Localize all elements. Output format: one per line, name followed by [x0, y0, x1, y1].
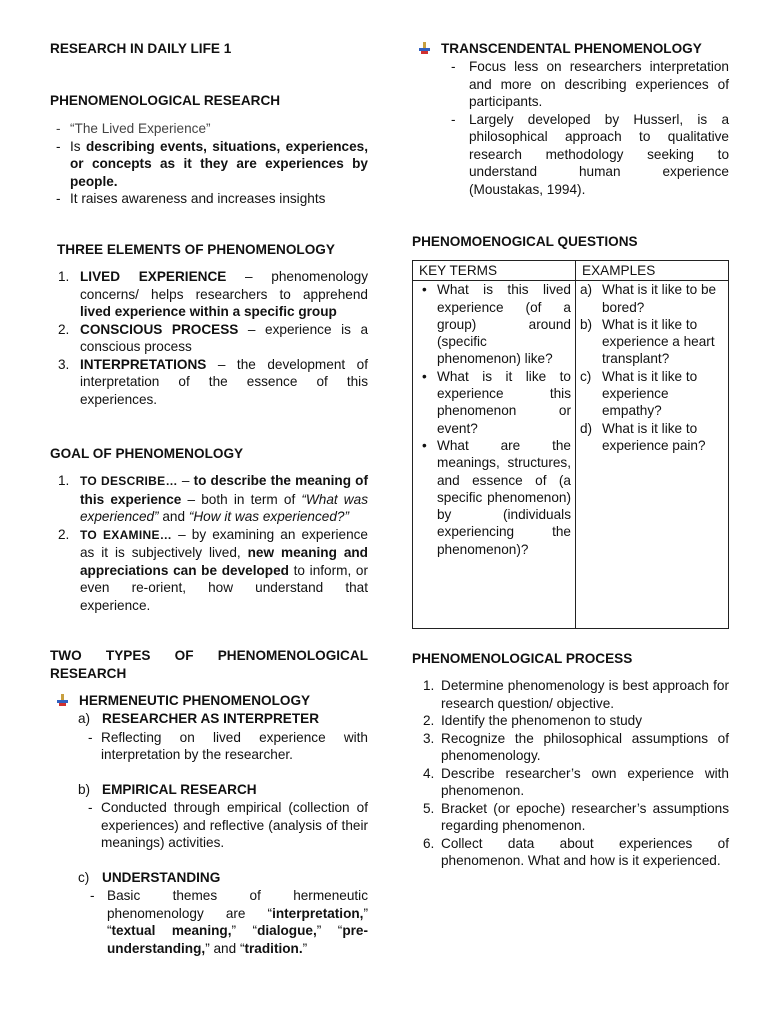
two-types-heading: TWO TYPES OF PHENOMENOLOGICAL RESEARCH [50, 648, 368, 681]
arrow-bullet-icon [419, 42, 429, 54]
process-list [412, 677, 729, 870]
list-item: 5. Bracket (or epoche) researcher’s assumptions regarding phenomenon. [423, 800, 729, 833]
list-item: - Is describing events, situations, experiences, or concepts as it they are experiences by people. [52, 138, 368, 191]
list-item: b) What is it like to experience a heart transplant? [580, 316, 715, 367]
list-item: - Conducted through empirical (collection of experiences) and reflective (analysis of their meanings) activities. [88, 800, 368, 850]
transcendental-heading: TRANSCENDENTAL PHENOMENOLOGY [441, 41, 702, 56]
hermeneutic-heading: HERMENEUTIC PHENOMENOLOGY [79, 693, 311, 708]
list-item: - Basic themes of hermeneutic phenomenology are “interpretation,” “textual meaning,” “dialogue,” “pre-understanding,” and “tradition.” [90, 888, 368, 956]
list-item: - Focus less on researchers interpretation and more on describing experiences of participants. [451, 59, 729, 109]
list-item: c) What is it like to experience empathy? [580, 368, 698, 419]
subheading-empirical-research: b) EMPIRICAL RESEARCH [78, 781, 257, 797]
list-item: 2. TO EXAMINE… – by examining an experience as it is subjectively lived, new meaning and appreciations can be developed to inform, or even re-orient, how understand that experience. [58, 526, 368, 613]
goal-list [50, 472, 368, 614]
list-item: 1. Determine phenomenology is best approach for research question/ objective. [423, 678, 729, 711]
phenomenological-research-list [52, 120, 368, 208]
list-item: 1. LIVED EXPERIENCE – phenomenology concerns/ helps researchers to apprehend lived experience within a specific group [58, 269, 369, 319]
list-item: 4. Describe researcher’s own experience with phenomenon. [423, 765, 729, 798]
list-item: 3. INTERPRETATIONS – the development of interpretation of the essence of this experiences. [58, 356, 368, 407]
list-item: • What is this lived experience (of a group) around (specific phenomenon) like? [417, 281, 571, 367]
list-item: - “The Lived Experience” [52, 120, 368, 138]
key-terms-cell [413, 281, 576, 629]
subheading-researcher-as-interpreter: a) RESEARCHER AS INTERPRETER [78, 711, 320, 726]
list-item: 2. CONSCIOUS PROCESS – experience is a conscious process [58, 321, 369, 354]
three-elements-list [50, 268, 368, 408]
three-elements-heading: THREE ELEMENTS OF PHENOMENOLOGY [57, 242, 335, 257]
list-item: • What is it like to experience this phenomenon or event? [417, 368, 571, 437]
table-header-key-terms: KEY TERMS [413, 261, 576, 281]
transcendental-list [451, 58, 729, 198]
questions-heading: PHENOMOENOGICAL QUESTIONS [412, 234, 638, 249]
list-item: 3. Recognize the philosophical assumptions of phenomenology. [423, 730, 729, 763]
list-item: d) What is it like to experience pain? [580, 420, 706, 453]
questions-table [412, 260, 729, 629]
list-item: - Reflecting on lived experience with interpretation by the researcher. [88, 729, 368, 762]
arrow-bullet-icon [57, 694, 67, 706]
table-header-examples: EXAMPLES [576, 261, 729, 281]
subheading-understanding: c) UNDERSTANDING [78, 869, 221, 885]
phenomenological-research-heading: PHENOMENOLOGICAL RESEARCH [50, 93, 281, 108]
goal-heading: GOAL OF PHENOMENOLOGY [50, 446, 244, 461]
list-item: - It raises awareness and increases insights [52, 190, 368, 208]
examples-cell [576, 281, 729, 629]
page-title: RESEARCH IN DAILY LIFE 1 [50, 41, 232, 56]
list-item: 2. Identify the phenomenon to study [423, 713, 643, 728]
list-item: 1. TO DESCRIBE… – to describe the meaning of this experience – both in term of “What was experienced” and “How it was experienced?” [58, 473, 368, 524]
list-item: 6. Collect data about experiences of phenomenon. What and how is it experienced. [423, 835, 729, 868]
list-item: - Largely developed by Husserl, is a philosophical approach to qualitative research methodology seeking to understand human experience (Moustakas, 1994). [451, 111, 729, 197]
list-item: a) What is it like to be bored? [580, 282, 717, 315]
list-item: • What are the meanings, structures, and essence of (a specific phenomenon) by (individuals experiencing the phenomenon)? [417, 437, 571, 558]
process-heading: PHENOMENOLOGICAL PROCESS [412, 651, 633, 666]
hermeneutic-section [50, 710, 368, 957]
